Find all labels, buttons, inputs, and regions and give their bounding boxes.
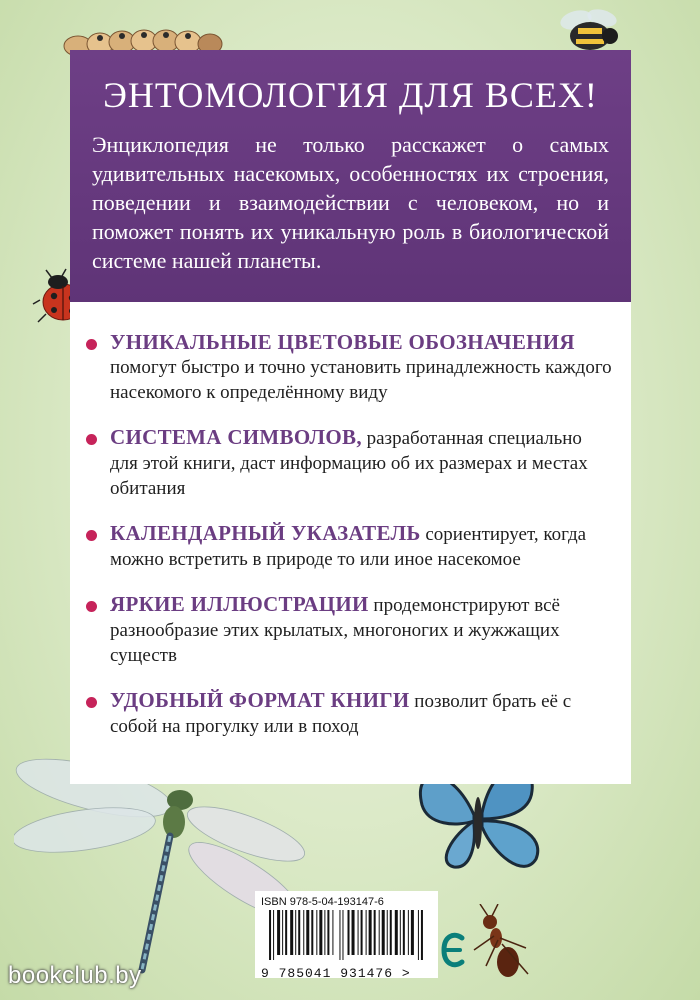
feature-heading: УДОБНЫЙ ФОРМАТ КНИГИ	[110, 688, 410, 712]
ant-icon	[466, 904, 536, 984]
feature-description-text: позволит брать её с собой на прогулку или в поход	[110, 691, 572, 737]
feature-description-text: разработанная специально для этой книги, даст информацию об их размерах и местах обитания	[110, 428, 588, 499]
bullet-icon	[86, 434, 97, 445]
bullet-icon	[86, 601, 97, 612]
feature-description: помогут быстро и точно установить принадлежность каждого насекомого к определённому виду	[110, 357, 612, 403]
watermark: bookclub.by	[8, 962, 142, 989]
barcode-bars	[261, 910, 432, 960]
publisher-logo	[440, 928, 466, 972]
feature-item	[110, 688, 613, 739]
feature-description-text: продемонстрируют всё разнообразие этих крылатых, многоногих и жужжащих существ	[110, 595, 560, 666]
isbn-label: ISBN 978-5-04-193147-6	[261, 896, 384, 908]
feature-heading: КАЛЕНДАРНЫЙ УКАЗАТЕЛЬ	[110, 521, 421, 545]
feature-description	[110, 592, 613, 668]
feature-description-text: сориентирует, когда можно встретить в природе то или иное насекомое	[110, 524, 587, 570]
bumblebee-icon	[556, 6, 626, 56]
feature-description	[110, 521, 613, 572]
feature-item	[110, 521, 613, 572]
cover-header-panel	[70, 50, 631, 302]
feature-heading: УНИКАЛЬНЫЕ ЦВЕТОВЫЕ ОБОЗНАЧЕНИЯ	[110, 330, 575, 354]
bullet-icon	[86, 530, 97, 541]
barcode-digits: 9 785041 931476 >	[261, 966, 411, 981]
cover-title: ЭНТОМОЛОГИЯ ДЛЯ ВСЕХ!	[103, 75, 598, 115]
feature-heading: СИСТЕМА СИМВОЛОВ,	[110, 425, 362, 449]
feature-item	[110, 425, 613, 501]
bullet-icon	[86, 339, 97, 350]
features-panel	[70, 302, 631, 784]
cover-intro: Энциклопедия не только расскажет о самых удивительных насекомых, особенностях их строения, поведении и взаимодействии с человеком, но и поможет понять их уникальную роль в биологической системе нашей планеты.	[92, 132, 609, 273]
feature-item	[110, 592, 613, 668]
feature-description	[110, 425, 613, 501]
barcode	[255, 891, 438, 981]
feature-heading: ЯРКИЕ ИЛЛЮСТРАЦИИ	[110, 592, 369, 616]
feature-item	[110, 330, 613, 405]
bullet-icon	[86, 697, 97, 708]
feature-description	[110, 688, 613, 739]
